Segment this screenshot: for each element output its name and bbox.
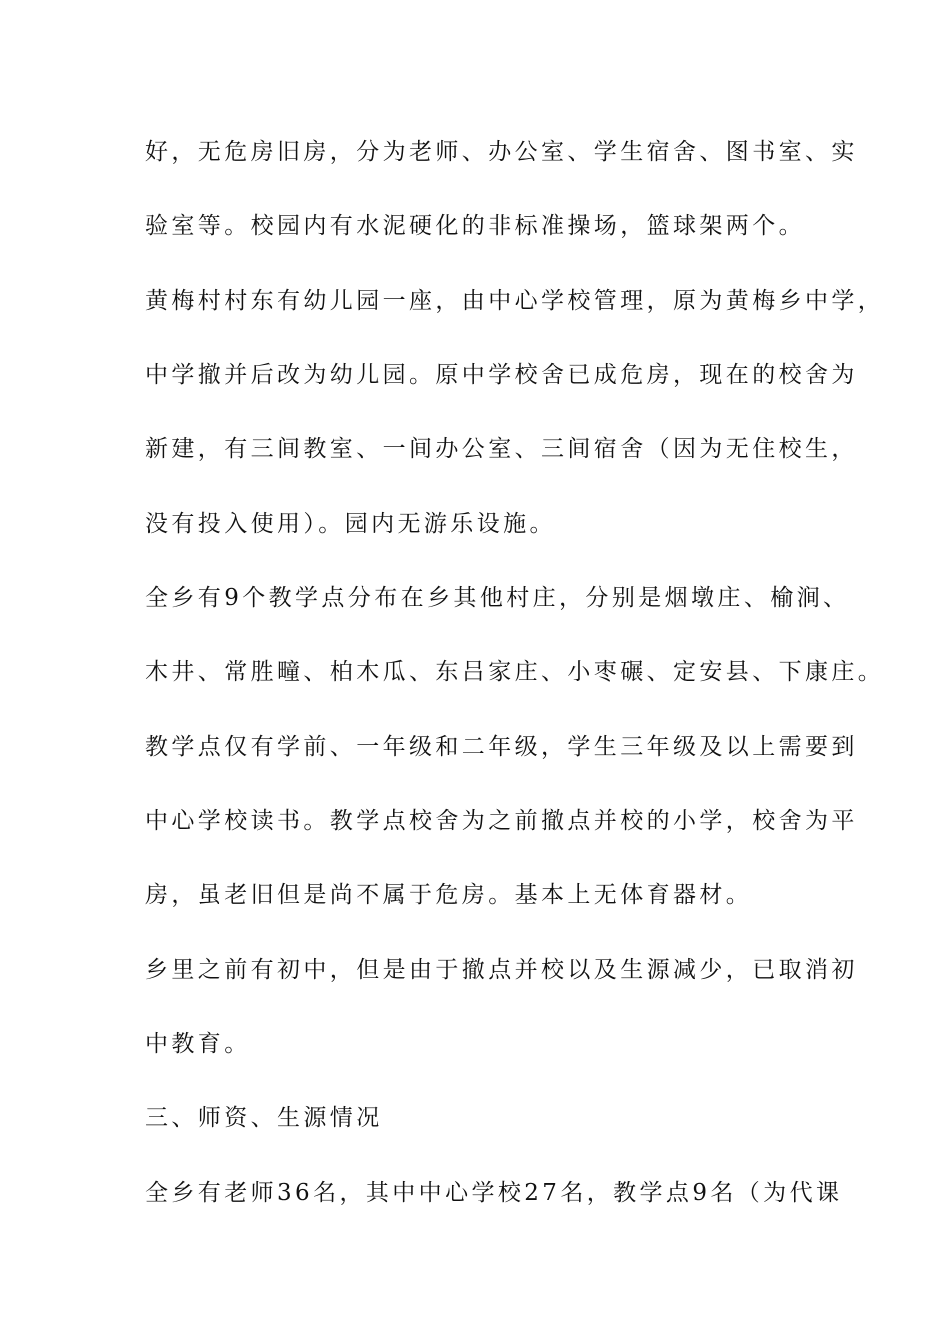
text-line: 没有投入使用）。园内无游乐设施。 xyxy=(145,511,556,537)
text-line: 验室等。校园内有水泥硬化的非标准操场，篮球架两个。 xyxy=(145,213,805,239)
text-line: 全乡有老师36名，其中中心学校27名，教学点9名（为代课 xyxy=(145,1180,843,1206)
text-line: 教学点仅有学前、一年级和二年级，学生三年级及以上需要到 xyxy=(145,734,858,760)
section-heading: 三、师资、生源情况 xyxy=(145,1105,383,1131)
text-line: 中学撤并后改为幼儿园。原中学校舍已成危房，现在的校舍为 xyxy=(145,362,858,388)
text-line: 全乡有9个教学点分布在乡其他村庄，分别是烟墩庄、榆涧、 xyxy=(145,585,850,611)
text-line: 黄梅村村东有幼儿园一座，由中心学校管理，原为黄梅乡中学， xyxy=(145,288,885,314)
text-line: 新建，有三间教室、一间办公室、三间宿舍（因为无住校生， xyxy=(145,436,858,462)
text-line: 好，无危房旧房，分为老师、办公室、学生宿舍、图书室、实 xyxy=(145,139,858,165)
text-line: 乡里之前有初中，但是由于撤点并校以及生源减少，已取消初 xyxy=(145,957,858,983)
text-line: 中心学校读书。教学点校舍为之前撤点并校的小学，校舍为平 xyxy=(145,808,858,834)
text-line: 木井、常胜疃、柏木瓜、东吕家庄、小枣碾、定安县、下康庄。 xyxy=(145,659,885,685)
text-line: 中教育。 xyxy=(145,1031,251,1057)
text-line: 房，虽老旧但是尚不属于危房。基本上无体育器材。 xyxy=(145,882,753,908)
